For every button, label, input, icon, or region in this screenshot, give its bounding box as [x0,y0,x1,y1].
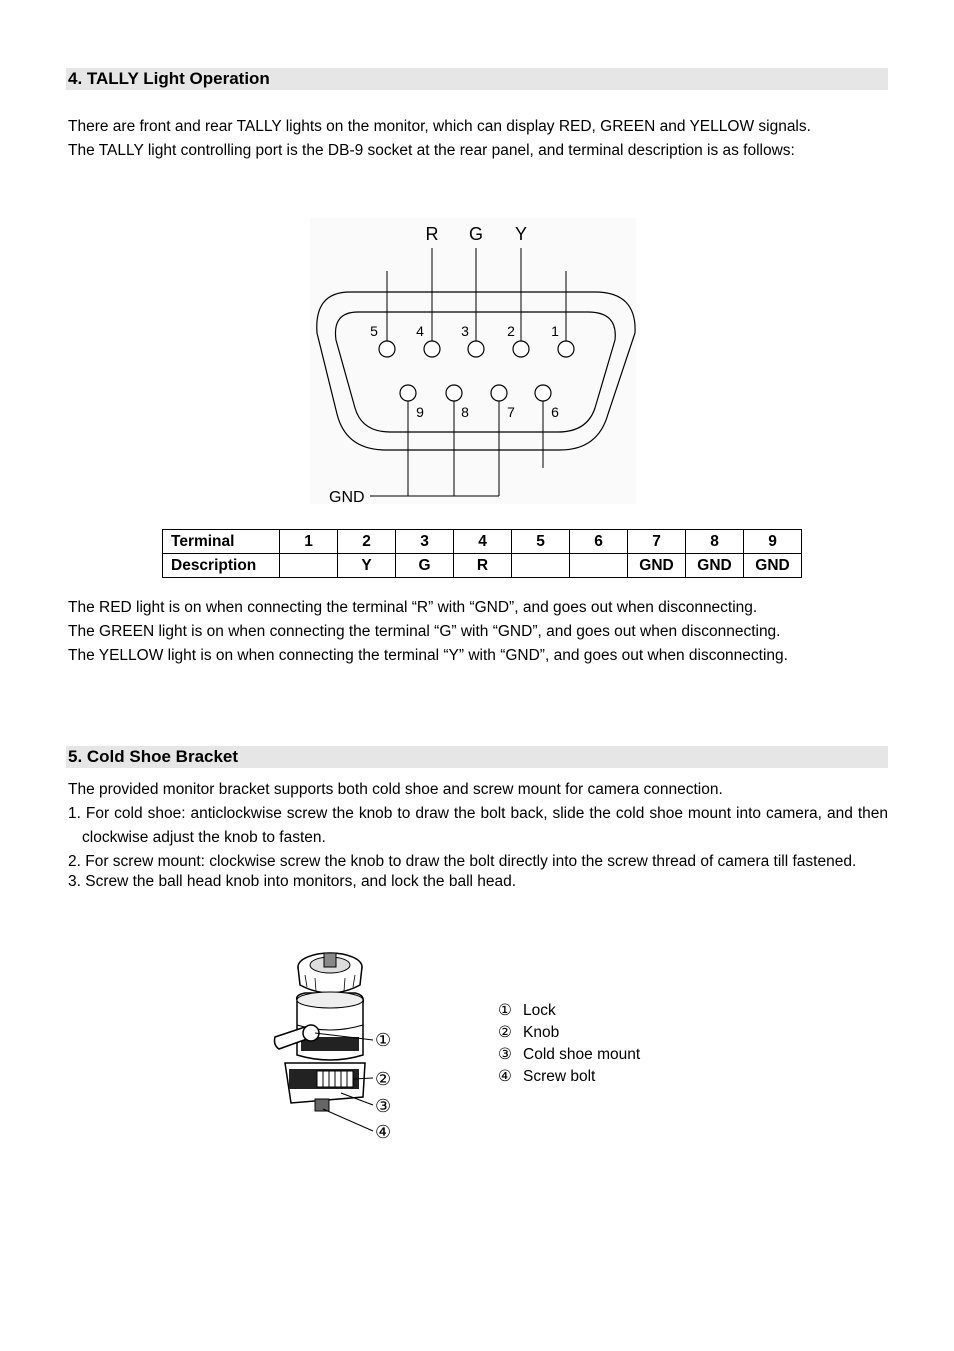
pin-label-4: 4 [416,323,424,339]
legend-num: ③ [498,1046,512,1063]
pin-7 [491,385,507,401]
pin-1 [558,341,574,357]
description-cell: Y [338,554,396,578]
gnd-label: GND [329,489,365,506]
terminal-table [162,529,802,578]
step-2: 2. For screw mount: clockwise screw the knob to draw the bolt directly into the screw thread of camera till fastened. [68,853,857,870]
terminal-cell: 4 [454,530,512,554]
table-row-terminal [163,530,802,554]
terminal-header-cell: Terminal [163,530,280,554]
pin-label-9: 9 [416,404,424,420]
legend-label: Cold shoe mount [523,1046,641,1063]
legend-num: ④ [498,1068,512,1085]
description-cell: GND [744,554,802,578]
step-3: 3. Screw the ball head knob into monitors, and lock the ball head. [68,873,517,890]
pin-2 [513,341,529,357]
table-row-description [163,554,802,578]
callout-2: ② [375,1069,392,1089]
label-r: R [425,224,439,244]
note-yellow: The YELLOW light is on when connecting the terminal “Y” with “GND”, and goes out when disconnecting. [68,647,788,664]
description-cell [512,554,570,578]
description-cell: GND [686,554,744,578]
pin-label-3: 3 [461,323,469,339]
legend-item-screw-bolt [498,1066,640,1088]
pin-8 [446,385,462,401]
pin-3 [468,341,484,357]
section-5-intro: The provided monitor bracket supports both cold shoe and screw mount for camera connection. [68,781,723,798]
terminal-cell: 3 [396,530,454,554]
label-g: G [468,224,484,244]
pin-9 [400,385,416,401]
pin-label-5: 5 [370,323,378,339]
legend-num: ② [498,1024,512,1041]
intro-line-1: There are front and rear TALLY lights on the monitor, which can display RED, GREEN and YELLOW signals. [68,118,811,135]
callout-3: ③ [375,1096,392,1116]
pin-label-7: 7 [507,404,515,420]
note-red: The RED light is on when connecting the terminal “R” with “GND”, and goes out when disconnecting. [68,599,758,616]
legend-num: ① [498,1002,512,1019]
section-5-body [68,778,888,894]
description-cell [570,554,628,578]
description-cell: GND [628,554,686,578]
pin-label-2: 2 [507,323,515,339]
terminal-cell: 5 [512,530,570,554]
intro-line-2: The TALLY light controlling port is the DB-9 socket at the rear panel, and terminal description is as follows: [68,142,795,159]
terminal-cell: 1 [280,530,338,554]
terminal-cell: 8 [686,530,744,554]
description-header-cell: Description [163,554,280,578]
pin-label-8: 8 [461,404,469,420]
pin-label-6: 6 [551,404,559,420]
legend-label: Knob [523,1024,560,1041]
pin-label-1: 1 [551,323,559,339]
note-green: The GREEN light is on when connecting the terminal “G” with “GND”, and goes out when disconnecting. [68,623,781,640]
callout-4: ④ [375,1122,392,1142]
section-5-heading: 5. Cold Shoe Bracket [66,746,888,768]
description-cell: R [454,554,512,578]
terminal-cell: 7 [628,530,686,554]
label-y: Y [514,224,528,244]
terminal-cell: 6 [570,530,628,554]
section-4-intro [68,115,888,163]
tally-notes [68,596,888,668]
pin-6 [535,385,551,401]
section-4-heading: 4. TALLY Light Operation [66,68,888,90]
terminal-cell: 2 [338,530,396,554]
callout-1: ① [375,1030,392,1050]
legend-item-cold-shoe-mount [498,1044,640,1066]
legend-item-lock [498,1000,640,1022]
pin-5 [379,341,395,357]
db9-connector-diagram [310,218,640,508]
terminal-cell: 9 [744,530,802,554]
legend-label: Screw bolt [523,1068,596,1085]
pin-4 [424,341,440,357]
legend-label: Lock [523,1002,556,1019]
step-1: 1. For cold shoe: anticlockwise screw the knob to draw the bolt back, slide the cold shoe mount into camera, and then clockwise adjust the knob to fasten. [68,805,888,846]
description-cell [280,554,338,578]
legend-item-knob [498,1022,640,1044]
bracket-legend [498,1000,640,1088]
description-cell: G [396,554,454,578]
ball-head-bracket-illustration [265,945,405,1145]
